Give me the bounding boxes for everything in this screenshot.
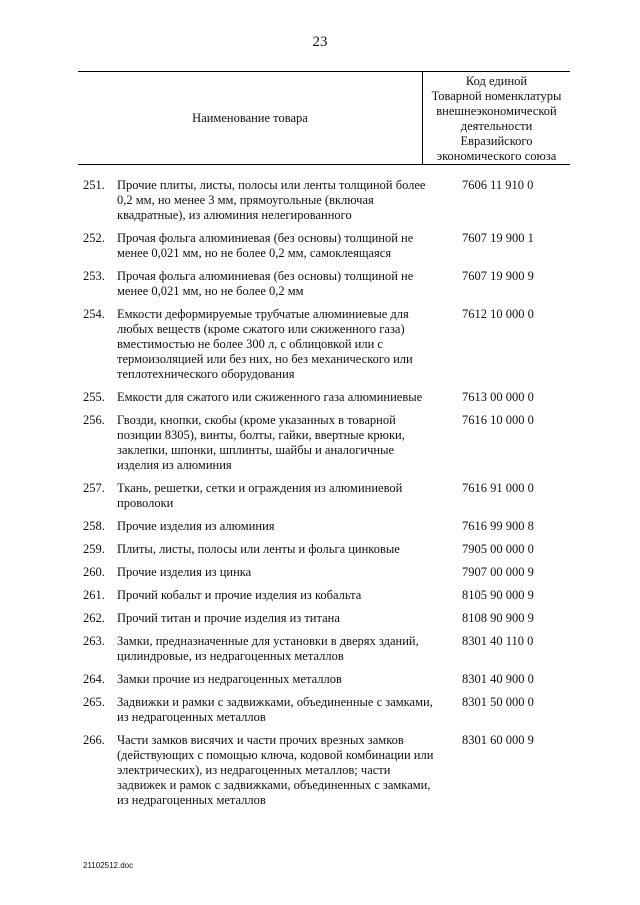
row-number: 261. <box>83 588 105 602</box>
table-row <box>0 733 640 808</box>
row-code: 8301 50 000 0 <box>462 695 534 709</box>
table-row <box>0 565 640 580</box>
row-name: Ткань, решетки, сетки и ограждения из алюминиевой проволоки <box>117 481 403 510</box>
row-number: 254. <box>83 307 105 321</box>
page-number: 23 <box>312 34 328 50</box>
row-code: 7616 91 000 0 <box>462 481 534 495</box>
row-name: Задвижки и рамки с задвижками, объединенные с замками, из недрагоценных металлов <box>117 695 433 724</box>
header-code-line: Товарной номенклатуры <box>431 89 562 103</box>
table-row <box>0 269 640 299</box>
table-row <box>0 695 640 725</box>
row-name: Замки прочие из недрагоценных металлов <box>117 672 342 686</box>
row-code: 7613 00 000 0 <box>462 390 534 404</box>
table-row <box>0 634 640 664</box>
row-code: 8105 90 000 9 <box>462 588 534 602</box>
table-row <box>0 519 640 534</box>
row-number: 266. <box>83 733 105 747</box>
row-code: 7907 00 000 9 <box>462 565 534 579</box>
table-row <box>0 307 640 382</box>
header-code-line: деятельности <box>460 119 533 133</box>
row-code: 8108 90 900 9 <box>462 611 534 625</box>
row-name: Прочие изделия из цинка <box>117 565 252 579</box>
table-row <box>0 611 640 626</box>
table-row <box>0 481 640 511</box>
row-name: Прочая фольга алюминиевая (без основы) толщиной не менее 0,021 мм, но не более 0,2 мм <box>117 269 414 298</box>
header-code-line: внешнеэкономической <box>436 104 557 118</box>
row-number: 255. <box>83 390 105 404</box>
table-row <box>0 542 640 557</box>
header-name-column: Наименование товара <box>192 110 308 125</box>
row-number: 252. <box>83 231 105 245</box>
table-row <box>0 413 640 473</box>
row-number: 260. <box>83 565 105 579</box>
row-code: 7905 00 000 0 <box>462 542 534 556</box>
row-code: 7616 99 900 8 <box>462 519 534 533</box>
row-name: Емкости деформируемые трубчатые алюминиевые для любых веществ (кроме сжатого или сжиженного газа) вместимостью не более 300 л, с облицовкой или с термоизоляцией или без них, но без механического или теплотехнического оборудования <box>117 307 413 381</box>
row-code: 7616 10 000 0 <box>462 413 534 427</box>
header-code-column <box>422 72 570 164</box>
row-code: 7606 11 910 0 <box>462 178 534 192</box>
row-name: Прочий кобальт и прочие изделия из кобальта <box>117 588 362 602</box>
row-name: Емкости для сжатого или сжиженного газа алюминиевые <box>117 390 423 404</box>
table-row <box>0 390 640 405</box>
header-code-line: Евразийского <box>460 134 533 148</box>
row-name: Плиты, листы, полосы или ленты и фольга цинковые <box>117 542 400 556</box>
row-number: 262. <box>83 611 105 625</box>
row-code: 7607 19 900 1 <box>462 231 534 245</box>
table-body <box>0 178 640 816</box>
row-name: Прочие изделия из алюминия <box>117 519 275 533</box>
row-number: 256. <box>83 413 105 427</box>
row-name: Прочая фольга алюминиевая (без основы) толщиной не менее 0,021 мм, но не более 0,2 мм, самоклеящаяся <box>117 231 414 260</box>
document-filename: 21102512.doc <box>83 861 134 870</box>
row-number: 264. <box>83 672 105 686</box>
table-row <box>0 672 640 687</box>
table-header <box>78 71 570 165</box>
row-number: 258. <box>83 519 105 533</box>
header-code-line: экономического союза <box>436 149 557 163</box>
row-code: 8301 60 000 9 <box>462 733 534 747</box>
row-code: 7612 10 000 0 <box>462 307 534 321</box>
row-number: 263. <box>83 634 105 648</box>
row-code: 7607 19 900 9 <box>462 269 534 283</box>
row-name: Замки, предназначенные для установки в дверях зданий, цилиндровые, из недрагоценных металлов <box>117 634 419 663</box>
row-number: 257. <box>83 481 105 495</box>
row-number: 253. <box>83 269 105 283</box>
row-code: 8301 40 900 0 <box>462 672 534 686</box>
table-row <box>0 178 640 223</box>
row-name: Прочие плиты, листы, полосы или ленты толщиной более 0,2 мм, но менее 3 мм, прямоугольные (включая квадратные), из алюминия нелегированного <box>117 178 426 222</box>
row-name: Гвозди, кнопки, скобы (кроме указанных в товарной позиции 8305), винты, болты, гайки, ввертные крюки, заклепки, шпонки, шплинты, шайбы и аналогичные изделия из алюминия <box>117 413 405 472</box>
table-row <box>0 588 640 603</box>
row-number: 259. <box>83 542 105 556</box>
header-code-line: Код единой <box>465 74 528 88</box>
row-name: Части замков висячих и части прочих врезных замков (действующих с помощью ключа, кодовой комбинации или электрических), из недрагоценных металлов; части задвижек и рамок с задвижками, объединенных с замками, из недрагоценных металлов <box>117 733 434 807</box>
table-row <box>0 231 640 261</box>
row-code: 8301 40 110 0 <box>462 634 534 648</box>
row-number: 251. <box>83 178 105 192</box>
row-name: Прочий титан и прочие изделия из титана <box>117 611 340 625</box>
row-number: 265. <box>83 695 105 709</box>
